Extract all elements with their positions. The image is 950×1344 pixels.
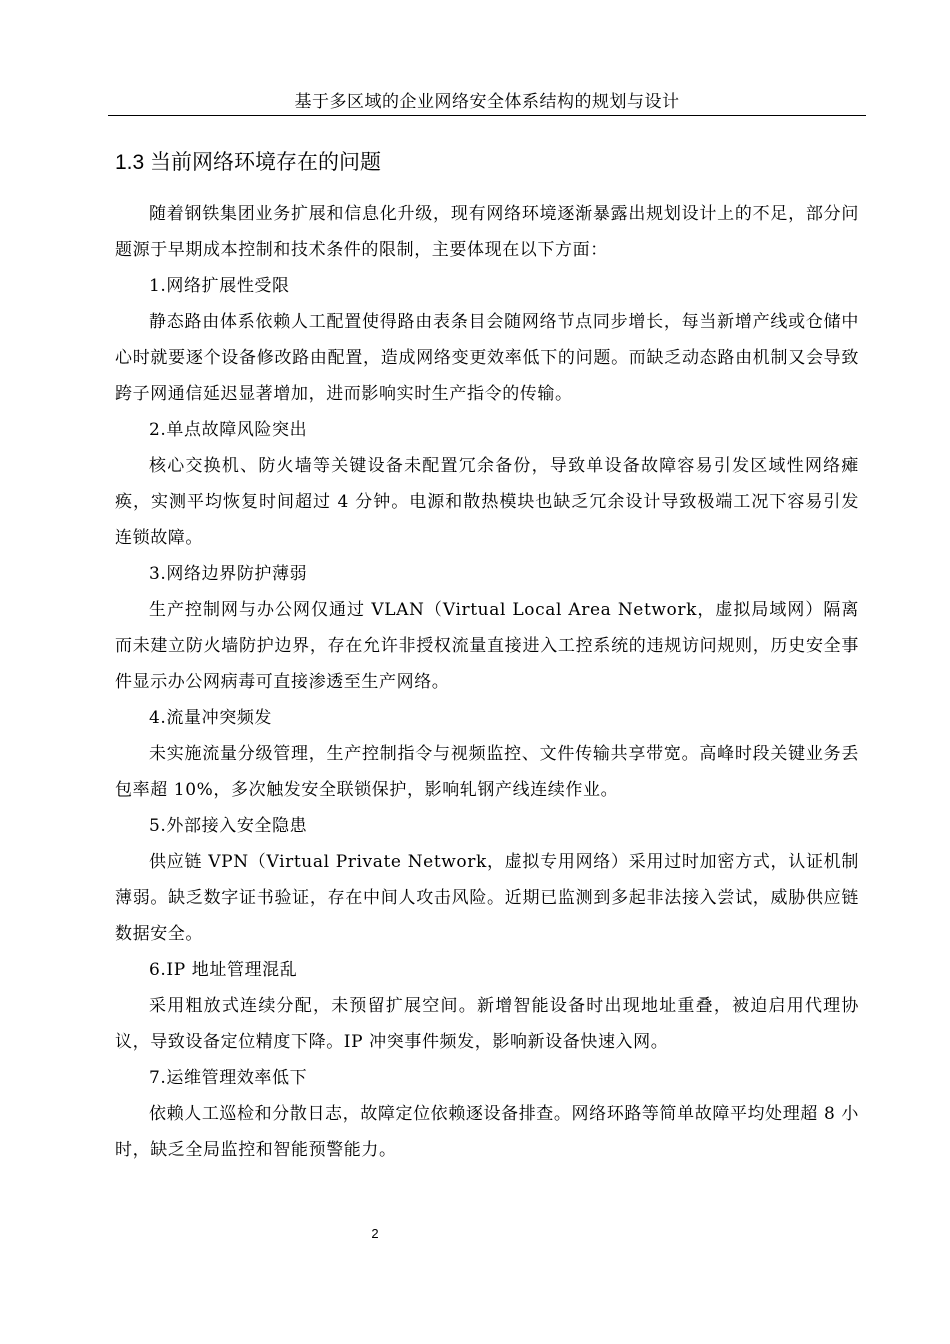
item-text-3: 生产控制网与办公网仅通过 VLAN（Virtual Local Area Network，虚拟局域网）隔离而未建立防火墙防护边界，存在允许非授权流量直接进入工控系统的违规访问规则，历史安全事件显示办公网病毒可直接渗透至生产网络。 — [115, 600, 859, 692]
item-text-7: 依赖人工巡检和分散日志，故障定位依赖逐设备排查。网络环路等简单故障平均处理超 8 小时，缺乏全局监控和智能预警能力。 — [115, 1104, 859, 1160]
header-rule — [108, 115, 866, 116]
item-text-1: 静态路由体系依赖人工配置使得路由表条目会随网络节点同步增长，每当新增产线或仓储中心时就要逐个设备修改路由配置，造成网络变更效率低下的问题。而缺乏动态路由机制又会导致跨子网通信延迟显著增加，进而影响实时生产指令的传输。 — [115, 312, 859, 404]
page-number: 2 — [371, 1226, 379, 1241]
intro-paragraph: 随着钢铁集团业务扩展和信息化升级，现有网络环境逐渐暴露出规划设计上的不足，部分问题源于早期成本控制和技术条件的限制，主要体现在以下方面： — [115, 204, 859, 260]
item-title-7: 7.运维管理效率低下 — [149, 1068, 308, 1088]
running-header: 基于多区域的企业网络安全体系结构的规划与设计 — [294, 92, 680, 112]
item-title-6: 6.IP 地址管理混乱 — [149, 960, 298, 980]
item-text-4: 未实施流量分级管理，生产控制指令与视频监控、文件传输共享带宽。高峰时段关键业务丢包率超 10%，多次触发安全联锁保护，影响轧钢产线连续作业。 — [115, 744, 859, 800]
item-text-6: 采用粗放式连续分配，未预留扩展空间。新增智能设备时出现地址重叠，被迫启用代理协议，导致设备定位精度下降。IP 冲突事件频发，影响新设备快速入网。 — [115, 996, 859, 1052]
item-title-3: 3.网络边界防护薄弱 — [149, 564, 308, 584]
section-heading: 1.3 当前网络环境存在的问题 — [115, 151, 382, 174]
item-title-5: 5.外部接入安全隐患 — [149, 816, 308, 836]
section-body — [115, 196, 859, 1168]
item-title-4: 4.流量冲突频发 — [149, 708, 273, 728]
item-text-2: 核心交换机、防火墙等关键设备未配置冗余备份，导致单设备故障容易引发区域性网络瘫痪，实测平均恢复时间超过 4 分钟。电源和散热模块也缺乏冗余设计导致极端工况下容易引发连锁故障。 — [115, 456, 859, 548]
item-title-2: 2.单点故障风险突出 — [149, 420, 308, 440]
item-title-1: 1.网络扩展性受限 — [149, 276, 290, 296]
item-text-5: 供应链 VPN（Virtual Private Network，虚拟专用网络）采用过时加密方式，认证机制薄弱。缺乏数字证书验证，存在中间人攻击风险。近期已监测到多起非法接入尝试，威胁供应链数据安全。 — [115, 852, 859, 944]
